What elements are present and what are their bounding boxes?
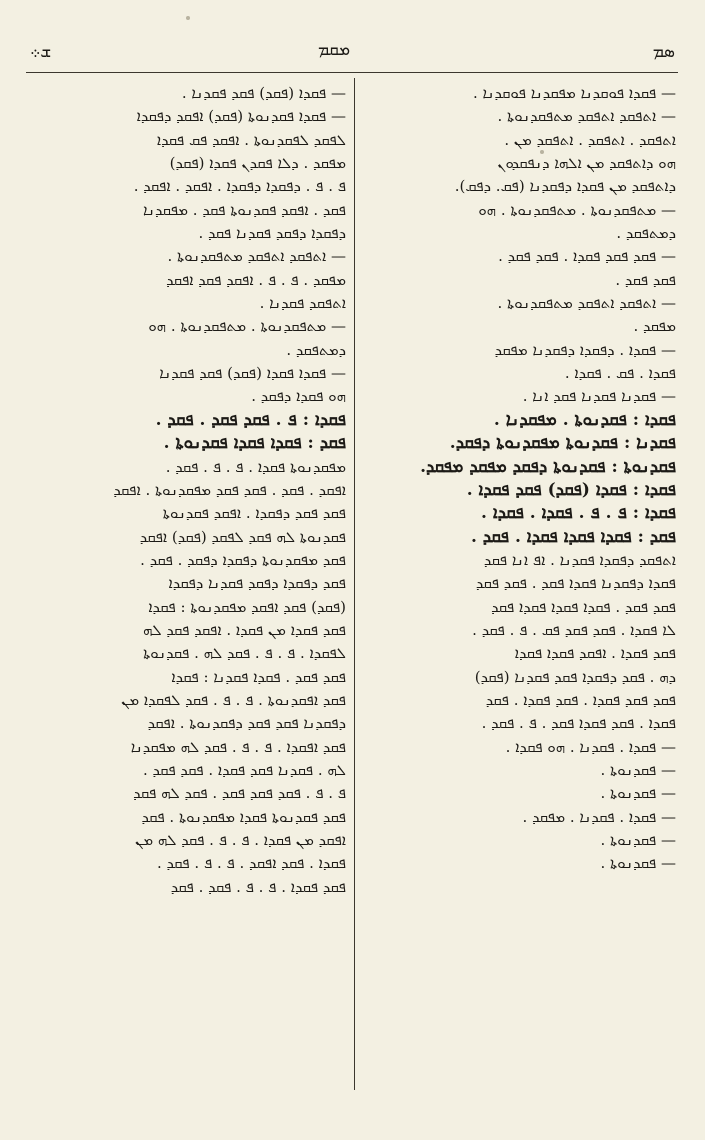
text-line: ܦܩܕ . ܐܦܩܕ ܦܩܕܢܘܬܐ ܦܩܕ . ܡܦܩܕܢܐ [142,200,346,219]
text-line: — ܡܬܦܩܕܢܘܬܐ . ܡܬܦܩܕܢܘܬܐ . ܗܘ [478,200,676,219]
text-line: — ܦܩܕܐ . ܕܦܩܕܐ ܕܦܩܕܢܐ ܡܦܩܕ [494,340,676,359]
text-line: — ܦܩܕܐ . ܦܩܕܢܐ . ܗܘ ܦܩܕܐ . [505,737,676,756]
text-line: ܦܩܕܐ : ܦ . ܦ . ܦܩܕܐ . ܦܩܕܐ . [481,503,676,524]
text-line: ܦܩܕܢܐ : ܦܩܕܢܘܬܐ ܡܦܩܕܢܘܬܐ ܕܦܩܕ. [449,433,676,454]
text-line: — ܦܩܕ ܦܩܕ ܦܩܕܐ . ܦܩܕ ܦܩܕ . [498,247,676,266]
text-line: ܦܩܕ : ܦܩܕܐ ܦܩܕܐ ܦܩܕܢܘܬܐ . [163,433,346,454]
text-line: ܡܦܩܕܢܘܬܐ ܦܩܕܐ . ܦ . ܦ . ܦܩܕ . [165,457,346,476]
text-line: ܦ . ܦ . ܦܩܕ ܦܩܕ ܦܩܕ . ܦܩܕ ܠܗ ܦܩܕ [133,784,346,803]
text-line: — ܦܩܕܢܘܬܐ . [600,831,676,849]
text-line: ܦܩܕ ܐܦܩܕܐ . ܦ . ܦ . ܦܩܕ ܠܗ ܡܦܩܕܢܐ [130,737,346,756]
text-line: ܦܩܕ : ܦܩܕܐ ܦܩܕܐ ܦܩܕܐ . ܦܩܕ . [470,526,676,547]
text-line: ܦܩܕܐ : ܦܩܕܢܘܬܐ . ܡܦܩܕܢܐ . [493,409,676,430]
running-title: ܡܩܡ [318,40,351,60]
text-line: ܦܩܕܐ . ܦܩܕ ܐܦܩܕ . ܦ . ܦ . ܦܩܕ . [156,854,346,873]
right-column [362,82,676,876]
text-line: ܕܡܬܦܩܕ . [616,224,676,243]
text-line: ܦܩܕܐ . ܦܩ . ܦܩܕܐ . [564,364,676,383]
text-line: ܦܩܕ ܦܩܕ ܕܦܩܕܐ . ܐܦܩܕ ܦܩܕܢܘܬܐ [162,504,346,523]
text-line: — ܦܩܕܐ ܦܘܩܕܢܐ ܡܦܩܕܢܐ ܦܘܩܕܢܐ . [472,84,676,102]
page-number-right: ܣܡ [652,42,675,62]
text-line: ܦܩܕ ܦܩܕܐ . ܐܦܩܕ ܦܩܕܐ ܦܩܕܐ [514,644,676,663]
text-line: — ܦܩܕܐ ܦܩܕܐ (ܦܩܕ) ܦܩܕ ܦܩܕܢܐ [159,364,346,383]
text-line: ܕܗ . ܦܩܕ ܕܦܩܕܐ ܦܩܕ ܦܩܕܢܐ (ܦܩܕ) [474,667,676,686]
text-line: ܦܩܕܐ : ܦܩܕܐ (ܦܩܕ) ܦܩܕ ܦܩܕܐ . [466,479,676,500]
text-line: — ܡܬܦܩܕܢܘܬܐ . ܡܬܦܩܕܢܘܬܐ . ܗܘ [148,317,346,336]
text-line: ܕܦܩܕܢܐ ܦܩܕ ܦܩܕ ܕܦܩܕܢܘܬܐ . ܐܦܩܕ [147,714,346,733]
header-rule [26,72,678,73]
text-line: ܐܦܩܕ . ܦܩܕ . ܦܩܕ ܦܩܕ ܡܦܩܕܢܘܬܐ . ܐܦܩܕ [113,480,346,499]
text-line: — ܦܩܕܢܘܬܐ . [600,784,676,803]
text-line: ܦܩܕܐ . ܦܩܕ ܦܩܕܐ ܦܩܕ . ܦ . ܦܩܕ . [481,714,676,733]
text-line: ܠܦܩܕܐ . ܦ . ܦ . ܦܩܕ ܠܗ . ܦܩܕܢܘܬܐ [143,644,346,663]
text-line: ܦܩܕܐ : ܦ . ܦܩܕ ܦܩܕ . ܦܩܕ . [155,409,346,430]
text-line: ܡܦܩܕ . ܦ . ܦ . ܐܦܩܕ ܦܩܕ ܐܦܩܕ [166,270,346,289]
text-line: ܦܩܕ ܦܩܕ ܦܩܕܐ . ܦܩܕ ܦܩܕܐ . ܦܩܕ [485,690,676,709]
text-line: (ܦܩܕ) ܦܩܕ ܐܦܩܕ ܡܦܩܕܢܘܬܐ : ܦܩܕܐ [148,597,346,616]
text-line: ܐܬܦܩܕ . ܐܬܦܩܕ . ܐܬܦܩܕ ܡܢ . [504,130,676,149]
text-line: ܗܘ ܕܐܬܦܩܕ ܡܢ ܐܠܗܐ ܕܢܦܩܕܘܢ [497,154,676,173]
text-line: ܐܦܩܕ ܡܢ ܦܩܕܐ . ܦ . ܦ . ܦܩܕ ܠܗ ܡܢ [135,831,346,849]
text-line: ܦܩܕ ܦܩܕܐ ܡܢ ܦܩܕܐ . ܐܦܩܕ ܦܩܕ ܠܗ [142,620,346,639]
column-divider [354,78,355,1090]
text-line: — ܦܩܕܐ . ܦܩܕܢܐ . ܡܦܩܕ . [522,807,676,826]
text-line: ܐܬܦܩܕ ܕܦܩܕܐ ܦܩܕܢܐ . ܐܦ ܐܢܐ ܦܩܕ [483,550,676,569]
left-column [28,82,346,899]
paper-speck [540,150,544,154]
text-line: ܦܩܕ ܐܦܩܕܢܘܬܐ . ܦ . ܦ . ܦܩܕ ܠܦܩܕܐ ܡܢ [121,690,346,709]
text-line: — ܐܬܦܩܕ ܐܬܦܩܕ ܡܬܦܩܕܢܘܬܐ . [497,294,676,313]
text-line: ܦܩܕ ܦܩܕ . ܦܩܕܐ ܦܩܕܐ ܦܩܕܐ ܦܩܕ [491,597,676,616]
page-number-left: ܫ܀ [30,42,52,62]
text-line: ܠܦܩܕ ܠܦܩܕܢܘܬܐ . ܐܦܩܕ ܦܩ ܦܩܕܐ [156,130,346,149]
text-line: ܕܐܬܦܩܕ ܡܢ ܦܩܕܐ ܕܦܩܕܢܐ (ܦܩ. ܕܦܩ). [454,177,676,196]
text-line: ܦܩܕ ܦܩܕ . ܦܩܕܐ ܦܩܕܢܐ : ܦܩܕܐ [171,667,346,686]
text-line: ܦܩܕܢܘܬܐ ܠܗ ܦܩܕ ܠܦܩܕ (ܦܩܕ) ܐܦܩܕ [139,527,346,546]
page-header [0,36,705,66]
text-line: ܦܩܕ ܦܩܕܢܘܬܐ ܦܩܕܐ ܡܦܩܕܢܘܬܐ . ܦܩܕ [141,807,346,826]
text-line: ܦܩܕ ܡܦܩܕܢܘܬܐ ܕܦܩܕܐ ܕܦܩܕ . ܦܩܕ . [140,550,346,569]
text-line: ܡܦܩܕ . [633,317,676,336]
text-line: ܠܗ . ܦܩܕܢܐ ܦܩܕ ܦܩܕܐ . ܦܩܕ ܦܩܕ . [142,760,346,779]
text-line: ܗܘ ܦܩܕܐ ܕܦܩܕ . [251,387,346,406]
paper-speck [186,16,190,20]
text-line: ܕܦܩܕܐ ܕܦܩܕ ܦܩܕܢܐ ܦܩܕ . [198,224,346,243]
text-line: ܦܩܕܢܘܬܐ : ܦܩܕܢܘܬܐ ܕܦܩܕ ܡܦܩܕ ܡܦܩܕ. [420,456,676,477]
text-line: — ܦܩܕܢܘܬܐ . [600,760,676,779]
text-line: — ܦܩܕܐ (ܦܩܕ) ܦܩܕ ܦܩܕܢܐ . [181,84,346,102]
text-line: ܦ . ܦ . ܕܦܩܕܐ ܕܦܩܕܐ . ܐܦܩܕ . ܐܦܩܕ . [133,177,346,196]
text-line: — ܦܩܕܢܐ ܦܩܕܢܐ ܦܩܕ ܐܢܐ . [522,387,676,406]
text-line: ܦܩܕ ܕܦܩܕܐ ܕܦܩܕ ܦܩܕܢܐ ܕܦܩܕܐ [168,574,346,593]
text-line: ܦܩܕ ܦܩܕܐ . ܦ . ܦ . ܦܩܕ . ܦܩܕ [170,877,346,896]
text-line: ܠܐ ܦܩܕܐ . ܦܩܕ ܦܩܕ ܦܩ . ܦ . ܦܩܕ . [472,620,676,639]
text-line: ܦܩܕܐ ܕܦܩܕܢܐ ܦܩܕܐ ܦܩܕ . ܦܩܕ ܦܩܕ [475,574,676,593]
text-line: — ܐܬܦܩܕ ܐܬܦܩܕ ܡܬܦܩܕܢܘܬܐ . [497,107,676,126]
text-line: ܡܦܩܕ . ܕܠܐ ܦܩܕܢ ܦܩܕܐ (ܦܩܕ) [169,154,346,173]
text-line: — ܦܩܕܐ ܦܩܕܢܘܬܐ (ܦܩܕ) ܐܦܩܕ ܕܦܩܕܐ [136,107,346,126]
text-line: ܕܡܬܦܩܕ . [286,340,346,359]
text-line: ܐܬܦܩܕ ܦܩܕܢܐ . [259,294,346,313]
text-line: — ܦܩܕܢܘܬܐ . [600,854,676,873]
text-line: ܦܩܕ ܦܩܕ . [615,270,676,289]
text-line: — ܐܬܦܩܕ ܐܬܦܩܕ ܡܬܦܩܕܢܘܬܐ . [167,247,346,266]
